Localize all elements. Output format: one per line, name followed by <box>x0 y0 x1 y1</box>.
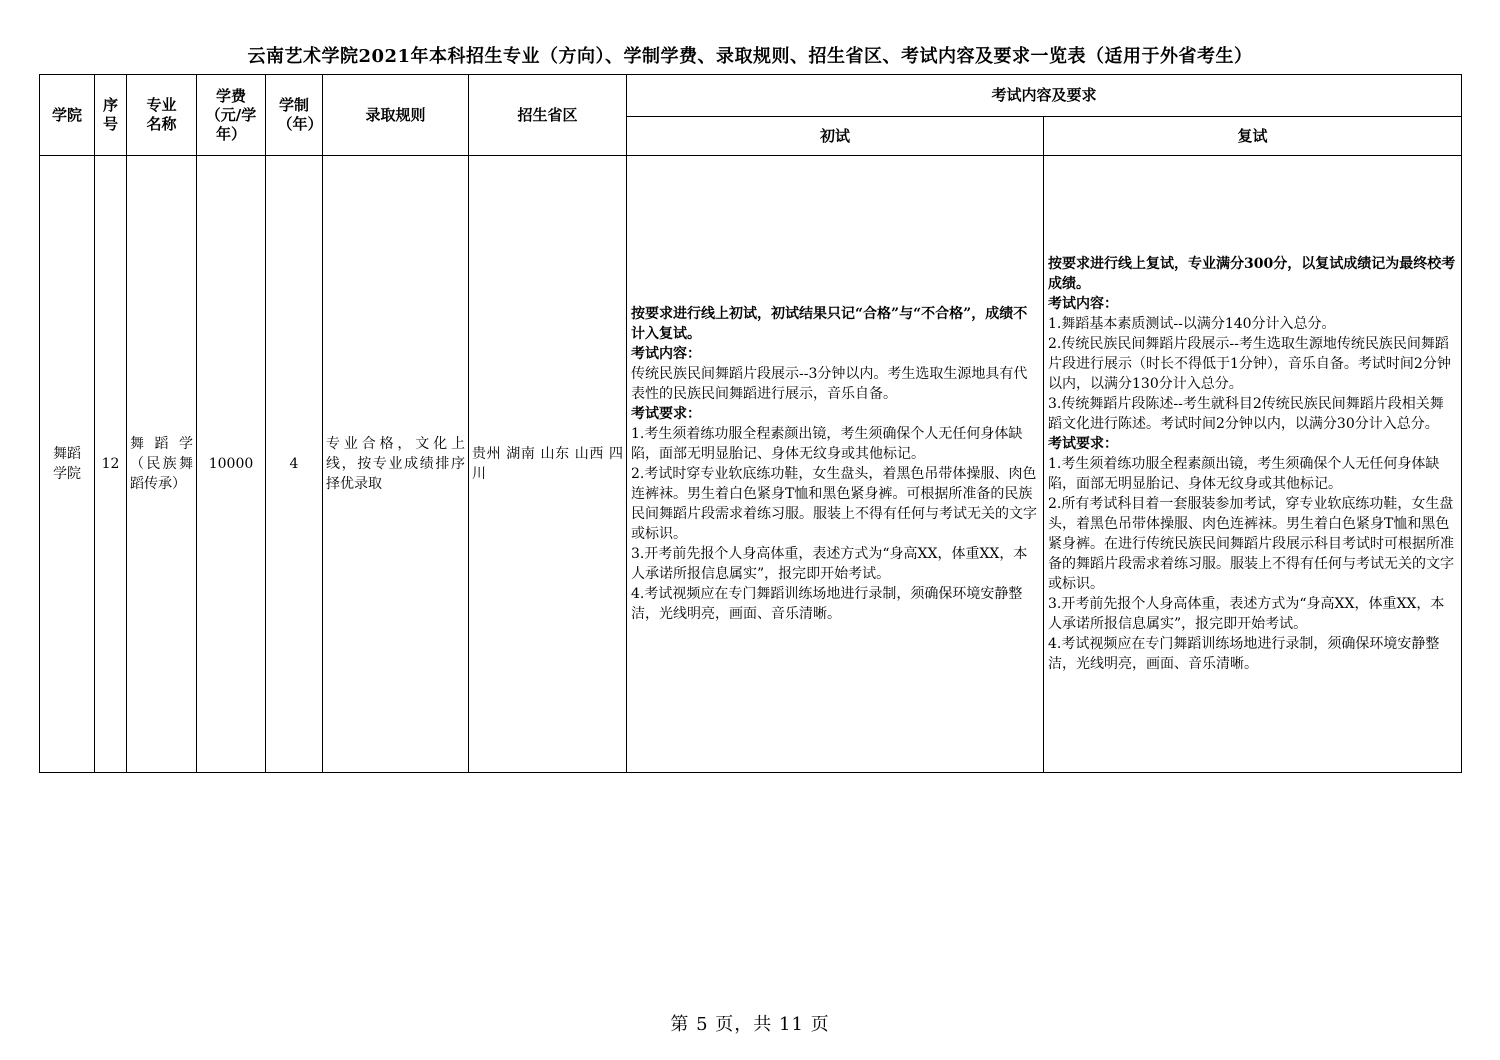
prelim-paragraph: 按要求进行线上初试，初试结果只记“合格”与“不合格”，成绩不计入复试。 <box>631 306 1028 342</box>
retest-paragraph: 1.考生须着练功服全程素颜出镜，考生须确保个人无任何身体缺陷，面部无明显胎记、身体无纹身或其他标记。 <box>1048 456 1440 492</box>
cell-provinces: 贵州 湖南 山东 山西 四川 <box>469 156 627 773</box>
retest-paragraph: 1.舞蹈基本素质测试--以满分140分计入总分。 <box>1048 316 1336 332</box>
prelim-paragraph: 3.开考前先报个人身高体重，表述方式为“身高XX，体重XX，本人承诺所报信息属实”，报完即开始考试。 <box>631 546 1028 582</box>
retest-paragraph: 考试内容： <box>1048 296 1118 312</box>
retest-paragraph: 2.传统民族民间舞蹈片段展示--考生选取生源地传统民族民间舞蹈片段进行展示（时长不得低于1分钟），音乐自备。考试时间2分钟以内，以满分130分计入总分。 <box>1048 336 1451 392</box>
page-title: 云南艺术学院2021年本科招生专业（方向）、学制学费、录取规则、招生省区、考试内容及要求一览表（适用于外省考生） <box>247 46 1253 67</box>
cell-major: 舞蹈学（民族舞蹈传承） <box>127 156 197 773</box>
prelim-paragraph: 考试要求： <box>631 406 701 422</box>
retest-paragraph: 考试要求： <box>1048 436 1118 452</box>
header-fee: 学费（元/学年） <box>197 75 266 156</box>
cell-prelim <box>627 156 1044 773</box>
retest-paragraph: 2.所有考试科目着一套服装参加考试，穿专业软底练功鞋，女生盘头，着黑色吊带体操服、肉色连裤袜。男生着白色紧身T恤和黑色紧身裤。在进行传统民族民间舞蹈片段展示科目考试时可根据所准备的舞蹈片段需求着练习服。服装上不得有任何与考试无关的文字或标识。 <box>1048 496 1454 592</box>
table-row <box>40 156 1462 773</box>
prelim-paragraph: 4.考试视频应在专门舞蹈训练场地进行录制，须确保环境安静整洁，光线明亮，画面、音乐清晰。 <box>631 586 1023 622</box>
header-major: 专业名称 <box>127 75 197 156</box>
header-provinces: 招生省区 <box>469 75 627 156</box>
enrollment-table <box>39 74 1462 773</box>
header-prelim: 初试 <box>627 117 1044 156</box>
header-college: 学院 <box>40 75 95 156</box>
cell-rule: 专业合格，文化上线，按专业成绩排序择优录取 <box>323 156 469 773</box>
header-seq: 序号 <box>95 75 127 156</box>
retest-content <box>1048 254 1457 674</box>
retest-paragraph: 4.考试视频应在专门舞蹈训练场地进行录制，须确保环境安静整洁，光线明亮，画面、音乐清晰。 <box>1048 636 1440 672</box>
cell-fee: 10000 <box>197 156 266 773</box>
retest-paragraph: 3.开考前先报个人身高体重，表述方式为“身高XX，体重XX，本人承诺所报信息属实”，报完即开始考试。 <box>1048 596 1445 632</box>
header-exam: 考试内容及要求 <box>627 75 1462 117</box>
retest-paragraph: 3.传统舞蹈片段陈述--考生就科目2传统民族民间舞蹈片段相关舞蹈文化进行陈述。考试时间2分钟以内，以满分30分计入总分。 <box>1048 396 1444 432</box>
page-footer: 第 5 页，共 11 页 <box>670 1014 830 1035</box>
cell-duration: 4 <box>266 156 323 773</box>
prelim-paragraph: 1.考生须着练功服全程素颜出镜，考生须确保个人无任何身体缺陷，面部无明显胎记、身体无纹身或其他标记。 <box>631 426 1023 462</box>
header-duration: 学制（年） <box>266 75 323 156</box>
prelim-content <box>631 304 1039 624</box>
cell-college: 舞蹈学院 <box>40 156 95 773</box>
prelim-paragraph: 传统民族民间舞蹈片段展示--3分钟以内。考生选取生源地具有代表性的民族民间舞蹈进行展示，音乐自备。 <box>631 366 1028 402</box>
cell-retest <box>1044 156 1462 773</box>
cell-seq: 12 <box>95 156 127 773</box>
prelim-paragraph: 2.考试时穿专业软底练功鞋，女生盘头，着黑色吊带体操服、肉色连裤袜。男生着白色紧身T恤和黑色紧身裤。可根据所准备的民族民间舞蹈片段需求着练习服。服装上不得有任何与考试无关的文字或标识。 <box>631 466 1037 542</box>
header-retest: 复试 <box>1044 117 1462 156</box>
header-rule: 录取规则 <box>323 75 469 156</box>
prelim-paragraph: 考试内容： <box>631 346 701 362</box>
retest-paragraph: 按要求进行线上复试，专业满分300分，以复试成绩记为最终校考成绩。 <box>1048 256 1456 292</box>
